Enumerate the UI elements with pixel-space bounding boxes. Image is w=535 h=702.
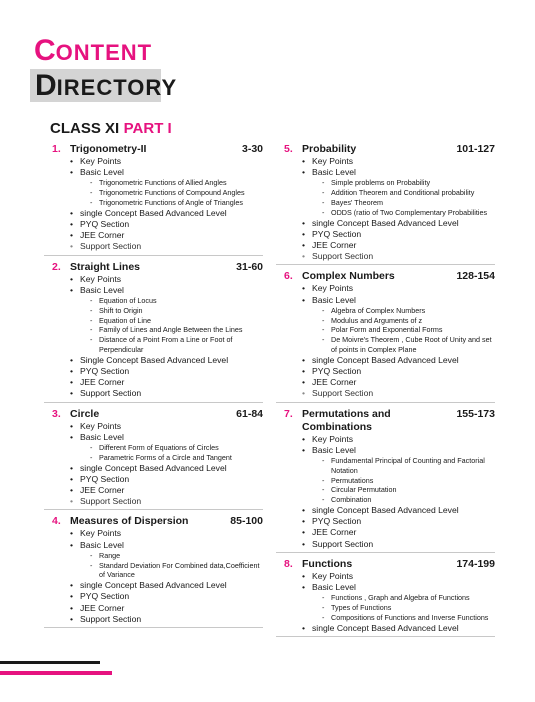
- toc-item-label: PYQ Section: [80, 473, 130, 484]
- toc-item-label: Basic Level: [80, 539, 124, 550]
- chapter-pages: 61-84: [236, 407, 263, 420]
- chapter-items: [302, 434, 495, 550]
- footer-bar-accent: [0, 671, 112, 675]
- class-heading: [50, 120, 172, 138]
- directory-title-initial: D: [35, 69, 57, 102]
- toc-item-label: PYQ Section: [312, 228, 362, 239]
- toc-item-label: single Concept Based Advanced Level: [312, 217, 459, 228]
- toc-item[interactable]: [302, 388, 495, 399]
- content-title: [34, 36, 152, 66]
- toc-item-label: Support Section: [312, 388, 374, 399]
- chapter-section: [276, 143, 495, 265]
- toc-item-label: Support Section: [80, 388, 142, 399]
- chapter-heading[interactable]: [52, 261, 263, 274]
- chapter-pages: 3-30: [241, 143, 263, 155]
- chapter-section: [44, 261, 263, 403]
- toc-item-label: single Concept Based Advanced Level: [80, 207, 227, 218]
- toc-item-label: Support Section: [80, 241, 142, 252]
- toc-item[interactable]: [302, 539, 495, 550]
- chapter-section: [276, 270, 495, 402]
- chapter-number: 1.: [52, 143, 61, 155]
- chapter-title: Circle: [70, 407, 100, 420]
- toc-item[interactable]: [70, 432, 263, 463]
- toc-item-label: Basic Level: [80, 284, 124, 295]
- chapter-heading[interactable]: [52, 143, 263, 156]
- toc-subitem: - Functions , Graph and Algebra of Functions: [322, 593, 495, 603]
- part-label: PART I: [123, 120, 172, 137]
- toc-item[interactable]: [302, 527, 495, 538]
- toc-item[interactable]: [302, 445, 495, 505]
- toc-item-label: Key Points: [312, 570, 354, 581]
- chapter-items: [70, 156, 263, 253]
- toc-item-label: JEE Corner: [80, 485, 125, 496]
- toc-item[interactable]: [302, 623, 495, 634]
- chapter-items: [70, 421, 263, 508]
- toc-column-right: [276, 143, 495, 642]
- toc-item-label: JEE Corner: [312, 527, 357, 538]
- toc-item-label: Key Points: [80, 528, 122, 539]
- chapter-title: Functions: [302, 557, 353, 570]
- toc-item[interactable]: [70, 208, 263, 219]
- directory-title-rest: IRECTORY: [56, 75, 178, 100]
- chapter-section: [44, 408, 263, 511]
- toc-item-label: PYQ Section: [80, 366, 130, 376]
- toc-item[interactable]: [70, 219, 263, 230]
- toc-item[interactable]: [302, 434, 495, 445]
- toc-item-label: JEE Corner: [80, 377, 125, 388]
- toc-item[interactable]: [70, 241, 263, 252]
- chapter-number: 8.: [284, 557, 293, 570]
- chapter-section: [276, 408, 495, 553]
- toc-item-label: Basic Level: [80, 167, 124, 178]
- toc-item-label: JEE Corner: [312, 377, 357, 388]
- toc-item[interactable]: [70, 528, 263, 539]
- toc-item-label: Key Points: [80, 156, 122, 166]
- toc-item-label: JEE Corner: [80, 230, 125, 241]
- chapter-title: Complex Numbers: [302, 270, 395, 283]
- toc-item[interactable]: [302, 295, 495, 355]
- toc-item-label: Support Section: [312, 251, 374, 262]
- toc-item[interactable]: [70, 463, 263, 474]
- toc-item[interactable]: [302, 377, 495, 388]
- chapter-number: 3.: [52, 407, 61, 420]
- toc-item[interactable]: [70, 614, 263, 625]
- toc-item-label: Basic Level: [80, 431, 124, 442]
- chapter-items: [70, 274, 263, 400]
- toc-subitem: - Distance of a Point From a Line or Foot of Perpendicular: [90, 335, 263, 355]
- chapter-items: [302, 571, 495, 634]
- toc-item-label: PYQ Section: [312, 516, 362, 527]
- toc-subitem: - Equation of Locus: [90, 296, 263, 306]
- toc-item[interactable]: [70, 230, 263, 241]
- chapter-heading[interactable]: [52, 408, 263, 421]
- toc-item-label: JEE Corner: [312, 240, 357, 250]
- footer-bar-dark: [0, 661, 100, 664]
- chapter-heading[interactable]: [284, 408, 495, 434]
- toc-item[interactable]: [70, 496, 263, 507]
- toc-item-label: single Concept Based Advanced Level: [312, 622, 459, 633]
- toc-item[interactable]: [70, 377, 263, 388]
- toc-subitems: [322, 306, 495, 355]
- toc-item-label: PYQ Section: [80, 219, 130, 229]
- toc-subitem: - Family of Lines and Angle Between the Lines: [90, 325, 263, 335]
- toc-subitem: - Standard Deviation For Combined data,Coefficient of Variance: [90, 561, 263, 581]
- chapter-pages: 101-127: [456, 143, 495, 155]
- toc-subitems: [90, 551, 263, 580]
- toc-item[interactable]: [302, 156, 495, 167]
- toc-item[interactable]: [302, 283, 495, 294]
- toc-subitem: - Permutations: [322, 476, 495, 486]
- toc-item-label: single Concept Based Advanced Level: [312, 505, 459, 515]
- toc-subitem: - Parametric Forms of a Circle and Tangent: [90, 453, 263, 463]
- toc-item[interactable]: [70, 366, 263, 377]
- chapter-number: 2.: [52, 260, 61, 273]
- toc-subitem: - ODDS (ratio of Two Complementary Probabilities: [322, 208, 495, 218]
- toc-item-label: Basic Level: [312, 167, 356, 178]
- chapter-number: 6.: [284, 270, 293, 283]
- chapter-pages: 85-100: [230, 515, 263, 528]
- toc-item[interactable]: [302, 516, 495, 527]
- toc-subitem: - Polar Form and Exponential Forms: [322, 325, 495, 335]
- toc-item[interactable]: [70, 540, 263, 581]
- toc-item[interactable]: [70, 388, 263, 399]
- toc-item[interactable]: [302, 571, 495, 582]
- content-title-initial: C: [34, 34, 56, 67]
- toc-item-label: JEE Corner: [80, 602, 125, 613]
- toc-subitems: [90, 443, 263, 463]
- toc-item-label: Key Points: [312, 156, 354, 166]
- toc-item[interactable]: [302, 240, 495, 251]
- toc-item[interactable]: [70, 274, 263, 285]
- toc-subitem: - Equation of Line: [90, 316, 263, 326]
- toc-subitems: [322, 178, 495, 217]
- chapter-items: [302, 156, 495, 262]
- toc-item-label: Support Section: [312, 538, 374, 549]
- toc-item-label: Key Points: [80, 420, 122, 431]
- toc-item-label: Support Section: [80, 496, 142, 507]
- chapter-section: [44, 515, 263, 628]
- chapter-title: Trigonometry-II: [70, 143, 147, 155]
- chapter-number: 4.: [52, 515, 61, 528]
- toc-item-label: Key Points: [312, 283, 354, 294]
- toc-item-label: Basic Level: [312, 582, 356, 593]
- chapter-heading[interactable]: [284, 143, 495, 156]
- toc-item[interactable]: [302, 229, 495, 240]
- content-title-rest: ONTENT: [55, 40, 153, 65]
- toc-item-label: Support Section: [80, 613, 142, 624]
- chapter-heading[interactable]: [52, 515, 263, 528]
- toc-subitem: - Bayes' Theorem: [322, 198, 495, 208]
- toc-item-label: single Concept Based Advanced Level: [80, 580, 227, 591]
- chapter-pages: 155-173: [456, 407, 495, 420]
- toc-item[interactable]: [70, 485, 263, 496]
- class-label: CLASS XI: [50, 120, 120, 137]
- toc-item[interactable]: [70, 474, 263, 485]
- toc-subitems: [90, 296, 263, 355]
- toc-subitem: - Shift to Origin: [90, 306, 263, 316]
- toc-subitem: - Modulus and Arguments of z: [322, 316, 495, 326]
- chapter-title: Straight Lines: [70, 260, 141, 273]
- chapter-pages: 31-60: [236, 260, 263, 273]
- toc-item[interactable]: [70, 580, 263, 591]
- toc-subitem: - Compositions of Functions and Inverse Functions: [322, 613, 495, 623]
- toc-item[interactable]: [302, 582, 495, 623]
- toc-item[interactable]: [302, 251, 495, 262]
- toc-subitems: [322, 456, 495, 505]
- toc-subitem: - De Moivre's Theorem , Cube Root of Unity and set of points in Complex Plane: [322, 335, 495, 355]
- toc-subitem: - Different Form of Equations of Circles: [90, 443, 263, 453]
- toc-item[interactable]: [70, 421, 263, 432]
- toc-item[interactable]: [70, 591, 263, 602]
- toc-item-label: Basic Level: [312, 444, 356, 455]
- toc-subitem: - Trigonometric Functions of Compound Angles: [90, 188, 263, 198]
- chapter-pages: 128-154: [456, 270, 495, 283]
- chapter-section: [44, 143, 263, 256]
- toc-item[interactable]: [302, 167, 495, 217]
- toc-item[interactable]: [302, 355, 495, 366]
- toc-subitems: [322, 593, 495, 622]
- toc-column-left: [44, 143, 263, 633]
- chapter-title: Measures of Dispersion: [70, 515, 189, 528]
- toc-item-label: Basic Level: [312, 294, 356, 305]
- toc-item-label: Key Points: [80, 273, 122, 284]
- toc-subitems: [90, 178, 263, 207]
- toc-subitem: - Trigonometric Functions of Angle of Triangles: [90, 198, 263, 208]
- toc-subitem: - Addition Theorem and Conditional probability: [322, 188, 495, 198]
- chapter-items: [302, 283, 495, 399]
- toc-item[interactable]: [302, 218, 495, 229]
- toc-subitem: - Combination: [322, 495, 495, 505]
- toc-item[interactable]: [70, 355, 263, 366]
- toc-item-label: single Concept Based Advanced Level: [312, 354, 459, 365]
- toc-subitem: - Fundamental Principal of Counting and Factorial Notation: [322, 456, 495, 476]
- chapter-heading[interactable]: [284, 558, 495, 571]
- toc-subitem: - Range: [90, 551, 263, 561]
- toc-item-label: Single Concept Based Advanced Level: [80, 354, 229, 365]
- toc-item-label: PYQ Section: [80, 591, 130, 602]
- toc-item-label: single Concept Based Advanced Level: [80, 462, 227, 473]
- chapter-pages: 174-199: [456, 557, 495, 570]
- toc-subitem: - Trigonometric Functions of Allied Angles: [90, 178, 263, 188]
- chapter-title: Permutations and Combinations: [302, 407, 391, 433]
- toc-subitem: - Algebra of Complex Numbers: [322, 306, 495, 316]
- chapter-number: 5.: [284, 143, 293, 155]
- chapter-number: 7.: [284, 407, 293, 420]
- toc-item[interactable]: [70, 603, 263, 614]
- toc-item[interactable]: [302, 366, 495, 377]
- toc-item[interactable]: [70, 167, 263, 208]
- chapter-heading[interactable]: [284, 270, 495, 283]
- toc-subitem: - Simple problems on Probability: [322, 178, 495, 188]
- toc-item[interactable]: [70, 156, 263, 167]
- chapter-section: [276, 558, 495, 637]
- toc-item-label: PYQ Section: [312, 366, 362, 376]
- toc-subitem: - Types of Functions: [322, 603, 495, 613]
- toc-item[interactable]: [70, 285, 263, 355]
- toc-subitem: - Circular Permutation: [322, 485, 495, 495]
- chapter-title: Probability: [302, 143, 357, 155]
- toc-item[interactable]: [302, 505, 495, 516]
- chapter-items: [70, 528, 263, 625]
- toc-item-label: Key Points: [312, 433, 354, 444]
- directory-title: [30, 69, 178, 102]
